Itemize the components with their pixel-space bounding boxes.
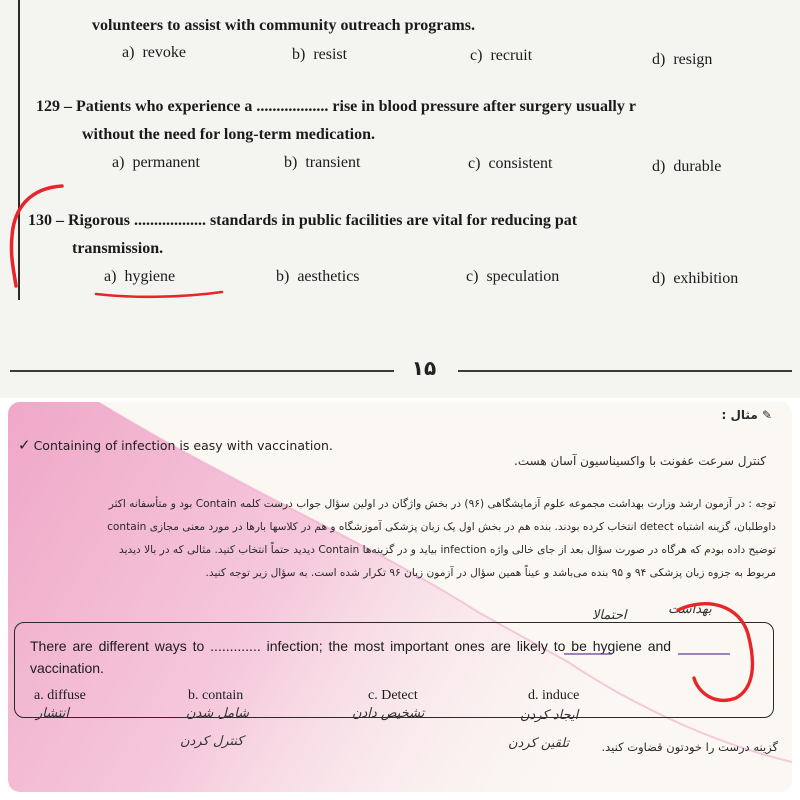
page-number-row <box>0 356 800 380</box>
q130-line2: transmission. <box>72 240 164 257</box>
quiz-option-b: b. contain <box>188 688 244 703</box>
q129-option-c: c) consistent <box>468 155 553 172</box>
handwritten-note-d1: ایجاد کردن <box>520 708 579 723</box>
handwritten-note-b1: شامل شدن <box>186 706 250 721</box>
q128-option-d: d) resign <box>652 51 713 68</box>
margin-line <box>18 0 20 300</box>
handwritten-note-a: انتشار <box>36 706 69 721</box>
q128-tail-text: volunteers to assist with community outreach programs. <box>92 17 475 34</box>
page-rule-right <box>458 370 792 372</box>
pencil-icon: ✎ <box>757 408 772 422</box>
handwritten-hygiene-note: بهداشت <box>668 602 712 617</box>
book-page <box>8 402 792 792</box>
note-line-1: توجه : در آزمون ارشد وزارت بهداشت مجموعه علوم آزمایشگاهی (۹۶) در بخش واژگان در اولین سؤال جواب درست کلمه Contain بود و متأسفانه اکثر <box>108 498 776 510</box>
footer-text: گزینه درست را خودتون قضاوت کنید. <box>601 740 778 754</box>
quiz-question-line1: There are different ways to ............. infection; the most important ones are likely to be hygiene and <box>30 638 672 654</box>
q130-option-c: c) speculation <box>466 268 560 285</box>
handwritten-note-c: تشخیص دادن <box>352 706 425 721</box>
q130-option-d: d) exhibition <box>652 270 739 287</box>
q128-option-a: a) revoke <box>122 44 186 61</box>
q129-option-b: b) transient <box>284 154 361 171</box>
page-rule-left <box>10 370 394 372</box>
handwritten-note-d2: تلقین کردن <box>508 736 570 751</box>
q129-option-d: d) durable <box>652 158 722 175</box>
note-line-3: توضیح داده بودم که هرگاه در صورت سؤال بعد از جای خالی واژه infection بیاید و در گزینه‌ها Contain دیدید حتماً انتخاب کنید. مثالی که در بالا دیدید <box>119 544 776 556</box>
q130-option-b: b) aesthetics <box>276 268 360 285</box>
handwritten-note-b2: کنترل کردن <box>180 734 244 749</box>
note-line-2: داوطلبان، گزینه اشتباه detect انتخاب کرده بودند. بنده هم در بخش اول یک زبان پزشکی آموزشگاه و هم در کلاسها بارها در مورد معنی مجازی contain <box>107 521 776 533</box>
quiz-question-line2: vaccination. <box>30 660 104 676</box>
quiz-option-a: a. diffuse <box>34 688 86 703</box>
note-line-4: مربوط به جزوه زبان پزشکی ۹۴ و ۹۵ بنده می‌باشد و عیناً همین سؤال در آزمون زبان ۹۶ تکرار شده است. به سؤال زیر توجه کنید. <box>205 567 776 579</box>
q128-option-c: c) recruit <box>470 47 533 64</box>
example-title: ✎ مثال : <box>721 408 772 422</box>
q129-line1: 129 – Patients who experience a .................. rise in blood pressure after surgery usually r <box>36 98 636 115</box>
quiz-option-d: d. induce <box>528 688 580 703</box>
q129-option-a: a) permanent <box>112 154 200 171</box>
q129-line2: without the need for long-term medication. <box>82 126 375 143</box>
q130-line1: 130 – Rigorous .................. standards in public facilities are vital for reducing pat <box>28 212 578 229</box>
q130-option-a: a) hygiene <box>104 268 176 285</box>
page-number: ۱۵ <box>411 356 437 380</box>
q128-option-b: b) resist <box>292 46 348 63</box>
checkmark-icon: ✓ <box>18 436 31 454</box>
exam-page <box>0 0 800 398</box>
handwritten-likely-note: احتمالا <box>592 608 627 623</box>
quiz-option-c: c. Detect <box>368 688 418 703</box>
example-translation: کنترل سرعت عفونت با واکسیناسیون آسان هست. <box>514 454 766 468</box>
example-sentence: ✓ Containing of infection is easy with vaccination. <box>18 436 333 454</box>
